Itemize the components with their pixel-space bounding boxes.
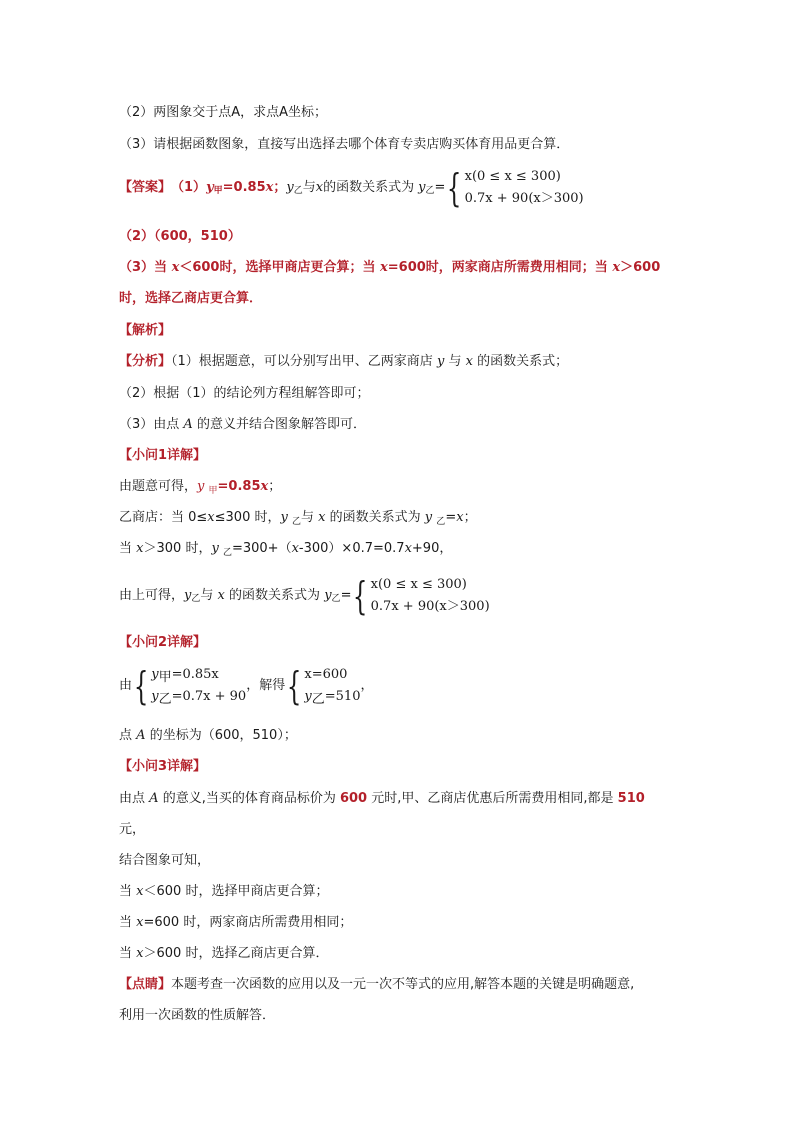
sys2: =0.7x + 90 <box>171 689 247 704</box>
sub-jia: 甲 <box>213 186 223 196</box>
sol1: x=600 <box>304 667 348 682</box>
answer-part3-line1 <box>119 259 660 277</box>
l4b: 与 <box>200 588 214 603</box>
l1c: ； <box>268 479 282 494</box>
detail3-line1 <box>119 790 645 808</box>
p3-a: （3）当 <box>119 260 168 275</box>
c1b: ＜600 时，选择甲商店更合算； <box>143 884 329 899</box>
question-3: （3）请根据函数图象，直接写出选择去哪个体育专卖店购买体育用品更合算． <box>119 137 570 152</box>
point-a: A <box>136 728 146 743</box>
var-y: y <box>418 180 426 195</box>
p3-c: =600时，两家商店所需费用相同；当 <box>387 260 608 275</box>
sep: ； <box>273 180 287 195</box>
answer-part2: （2）（600，510） <box>119 229 241 244</box>
answer-eq: =0.85 <box>222 180 266 195</box>
detail2-pointA <box>119 727 297 745</box>
var-y: y <box>151 689 159 704</box>
dianjing-text1: 本题考查一次函数的应用以及一元一次不等式的应用,解答本题的关键是明确题意, <box>171 977 635 992</box>
var-x: x <box>136 915 144 930</box>
var-x: x <box>265 180 274 195</box>
c2b: =600 时，两家商店所需费用相同； <box>143 915 353 930</box>
sub-jia: 甲 <box>158 670 172 685</box>
you: 由 <box>119 678 133 693</box>
var-y: y <box>211 541 219 556</box>
case-2: 0.7x + 90(x＞300) <box>464 191 584 206</box>
detail1-line3 <box>119 540 452 559</box>
pa-a: 点 <box>119 728 133 743</box>
sub-yi: 乙 <box>222 548 232 558</box>
var-y: y <box>184 588 192 603</box>
var-x: x <box>136 946 144 961</box>
a1b: 与 <box>448 354 462 369</box>
a3b: 的意义并结合图象解答即可． <box>196 417 366 432</box>
sub-yi: 乙 <box>291 517 301 527</box>
question-2: （2）两图象交于点A，求点A坐标； <box>119 105 328 120</box>
detail1-line4 <box>119 574 490 618</box>
answer-part3-line2: 时，选择乙商店更合算． <box>119 291 263 306</box>
var-y: y <box>206 180 214 195</box>
m1d: 元时,甲、乙商店优惠后所需费用相同,都是 <box>371 791 614 806</box>
m1e: 510 <box>617 791 645 806</box>
var-y: y <box>304 689 312 704</box>
l2d: 的函数关系式为 <box>329 510 421 525</box>
l4c: 的函数关系式为 <box>229 588 321 603</box>
m1a: 由点 <box>119 791 146 806</box>
c2a: 当 <box>119 915 133 930</box>
detail3-line2: 元， <box>119 822 146 837</box>
case-1: x(0 ≤ x ≤ 300) <box>464 169 561 184</box>
l2e: = <box>445 510 457 525</box>
c1a: 当 <box>119 884 133 899</box>
l3e: +90， <box>411 541 453 556</box>
l2c: 与 <box>301 510 315 525</box>
a1: （1）根据题意，可以分别写出甲、乙两家商店 <box>171 354 433 369</box>
piecewise-function-2: { x(0 ≤ x ≤ 300) 0.7x + 90(x＞300) <box>353 574 490 618</box>
var-x: x <box>217 588 225 603</box>
detail2-title: 【小问2详解】 <box>119 635 207 650</box>
sub-yi: 乙 <box>436 517 446 527</box>
a3a: （3）由点 <box>119 417 180 432</box>
sol2: =510 <box>324 689 361 704</box>
var-y: y <box>424 510 433 525</box>
analysis-line3 <box>119 416 366 434</box>
l3a: 当 <box>119 541 133 556</box>
c3b: ＞600 时，选择乙商店更合算． <box>143 946 329 961</box>
analysis-tag: 【解析】 <box>119 323 172 338</box>
sub-yi: 乙 <box>158 692 172 707</box>
detail2-system <box>119 664 374 708</box>
a1c: 的函数关系式； <box>477 354 569 369</box>
sub-jia: 甲 <box>208 486 218 496</box>
dianjing-line1 <box>119 976 634 994</box>
l4d: = <box>340 588 352 603</box>
p3-b: ＜600时，选择甲商店更合算；当 <box>179 260 376 275</box>
answer-tag: 【答案】 <box>119 180 172 195</box>
text-yu: 与 <box>302 180 316 195</box>
comma: ， <box>360 678 374 693</box>
point-a: A <box>183 417 193 432</box>
solution-system: { x=600 y乙=510 <box>287 664 361 708</box>
point-a: A <box>149 791 159 806</box>
c3a: 当 <box>119 946 133 961</box>
var-y: y <box>151 667 159 682</box>
dianjing-tag: 【点睛】 <box>119 977 172 992</box>
equation-system: { y甲=0.85x y乙=0.7x + 90 <box>133 664 247 708</box>
jiede: ，解得 <box>246 678 286 693</box>
l4a: 由上可得， <box>119 588 185 603</box>
l1a: 由题意可得， <box>119 479 198 494</box>
sub-yi: 乙 <box>331 594 341 604</box>
analysis-line2: （2）根据（1）的结论列方程组解答即可； <box>119 386 370 401</box>
var-x: x <box>291 541 299 556</box>
analysis-line1 <box>119 353 568 371</box>
var-y: y <box>324 588 332 603</box>
detail1-title: 【小问1详解】 <box>119 448 207 463</box>
var-x: x <box>207 510 215 525</box>
eq-sign: = <box>434 180 446 195</box>
l1b: =0.85 <box>217 479 261 494</box>
case-2: 0.7x + 90(x＞300) <box>370 599 490 614</box>
var-x: x <box>456 510 464 525</box>
var-x: x <box>465 354 473 369</box>
var-x: x <box>318 510 326 525</box>
sub-yi: 乙 <box>191 594 201 604</box>
var-x: x <box>136 884 144 899</box>
detail3-case1 <box>119 883 328 901</box>
text-relation: 的函数关系式为 <box>323 180 415 195</box>
fenxi-tag: 【分析】 <box>119 354 172 369</box>
l3d: -300）×0.7=0.7 <box>298 541 405 556</box>
detail1-line1 <box>119 478 281 497</box>
l2f: ； <box>463 510 477 525</box>
var-x: x <box>380 260 388 275</box>
l3b: ＞300 时， <box>143 541 212 556</box>
sub-yi: 乙 <box>293 186 303 196</box>
detail3-title: 【小问3详解】 <box>119 759 207 774</box>
m1b: 的意义,当买的体育商品标价为 <box>162 791 336 806</box>
answer-line-1 <box>119 166 584 210</box>
var-y: y <box>286 180 294 195</box>
sub-yi: 乙 <box>311 692 325 707</box>
detail3-line3: 结合图象可知， <box>119 853 211 868</box>
var-y: y <box>436 354 445 369</box>
piecewise-function: { x(0 ≤ x ≤ 300) 0.7x + 90(x＞300) <box>447 166 584 210</box>
var-x: x <box>136 541 144 556</box>
p3-d: ＞600 <box>620 260 661 275</box>
var-x: x <box>171 260 180 275</box>
var-y: y <box>197 479 205 494</box>
detail1-line2 <box>119 509 477 528</box>
var-x: x <box>612 260 621 275</box>
answer-part1-prefix: （1） <box>171 180 207 195</box>
var-y: y <box>280 510 288 525</box>
l3c: =300+（ <box>231 541 292 556</box>
l2a: 乙商店：当 0≤ <box>119 510 208 525</box>
var-x: x <box>260 479 269 494</box>
sys1: =0.85x <box>171 667 219 682</box>
dianjing-line2: 利用一次函数的性质解答． <box>119 1008 276 1023</box>
var-x: x <box>404 541 412 556</box>
sub-yi: 乙 <box>425 186 435 196</box>
case-1: x(0 ≤ x ≤ 300) <box>370 577 467 592</box>
var-x: x <box>315 180 324 195</box>
l2b: ≤300 时， <box>214 510 281 525</box>
pa-b: 的坐标为（600，510）； <box>149 728 297 743</box>
m1c: 600 <box>339 791 368 806</box>
detail3-case3 <box>119 945 328 963</box>
detail3-case2 <box>119 914 352 932</box>
